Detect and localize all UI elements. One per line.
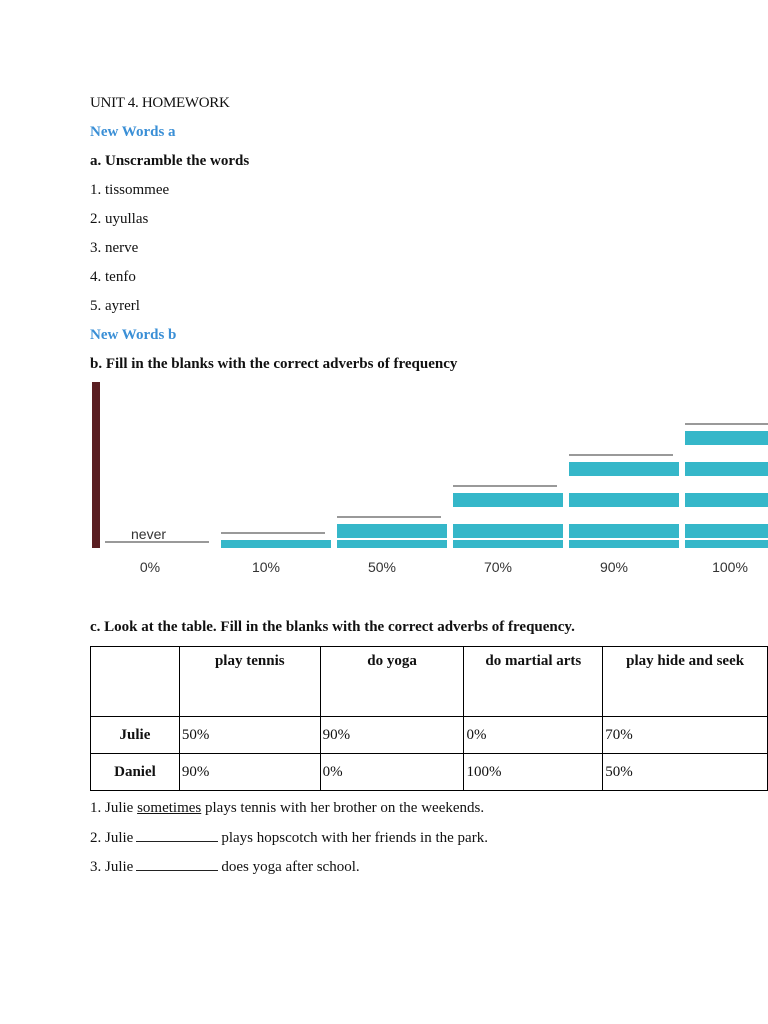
row-name: Daniel [91,754,180,791]
table-header-row [91,647,768,717]
sentence-text: plays tennis with her brother on the weekends. [201,800,485,816]
table-cell: 0% [464,717,603,754]
tick-label: 100% [712,559,748,575]
chart-bar-segment [221,540,331,548]
section-b-heading: New Words b [90,327,177,343]
word-item: 4. tenfo [90,269,136,285]
table-cell: 100% [464,754,603,791]
sentence-3 [90,857,360,876]
table-cell: 90% [320,717,464,754]
column-header: do martial arts [464,647,603,717]
chart-bar-segment [685,431,768,445]
chart-bar-segment [569,524,679,538]
table-corner-cell [91,647,180,717]
sentence-text: 3. Julie [90,859,134,875]
chart-bar-segment [569,462,679,476]
sentence-text: 1. Julie [90,800,138,816]
chart-axis [92,382,100,548]
page-title: UNIT 4. HOMEWORK [90,95,230,111]
tick-label: 10% [251,559,281,575]
table-cell: 90% [179,754,320,791]
word-item: 2. uyullas [90,211,149,227]
column-header: play tennis [179,647,320,717]
frequency-table [90,646,768,791]
tick-label: 90% [599,559,629,575]
chart-bar-segment [453,493,563,507]
table-cell: 70% [603,717,768,754]
sentence-text: does yoga after school. [221,859,360,875]
chart-bar-segment [453,524,563,538]
word-item: 3. nerve [90,240,139,256]
column-header: do yoga [320,647,464,717]
section-a-heading: New Words a [90,124,176,140]
chart-bar-segment [337,524,447,538]
section-b-instruction: b. Fill in the blanks with the correct adverbs of frequency [90,356,458,372]
table-cell: 50% [603,754,768,791]
frequency-label: never [131,526,167,542]
chart-bar-segment [569,493,679,507]
chart-bar-segment [569,540,679,548]
column-header: play hide and seek [603,647,768,717]
sentence-text: plays hopscotch with her friends in the park. [221,830,488,846]
tick-label: 0% [139,559,161,575]
chart-bar-segment [685,493,768,507]
answer-sometimes: sometimes [137,800,202,816]
tick-label: 50% [367,559,397,575]
table-row [91,754,768,791]
sentence-text: 2. Julie [90,830,134,846]
word-item: 5. ayrerl [90,298,140,314]
sentence-1 [90,799,484,817]
sentence-2 [90,828,488,847]
frequency-chart [90,380,768,580]
chart-bar-segment [685,462,768,476]
table-row [91,717,768,754]
table-cell: 0% [320,754,464,791]
chart-bar-segment [685,524,768,538]
table-cell: 50% [179,717,320,754]
chart-bar-segment [685,540,768,548]
chart-bar-segment [453,540,563,548]
answer-blank[interactable] [136,828,218,842]
chart-bar-segment [337,540,447,548]
word-item: 1. tissommee [90,182,170,198]
row-name: Julie [91,717,180,754]
answer-blank[interactable] [136,857,218,871]
section-c-instruction: c. Look at the table. Fill in the blanks with the correct adverbs of frequency. [90,619,575,635]
tick-label: 70% [483,559,513,575]
section-a-instruction: a. Unscramble the words [90,153,250,169]
